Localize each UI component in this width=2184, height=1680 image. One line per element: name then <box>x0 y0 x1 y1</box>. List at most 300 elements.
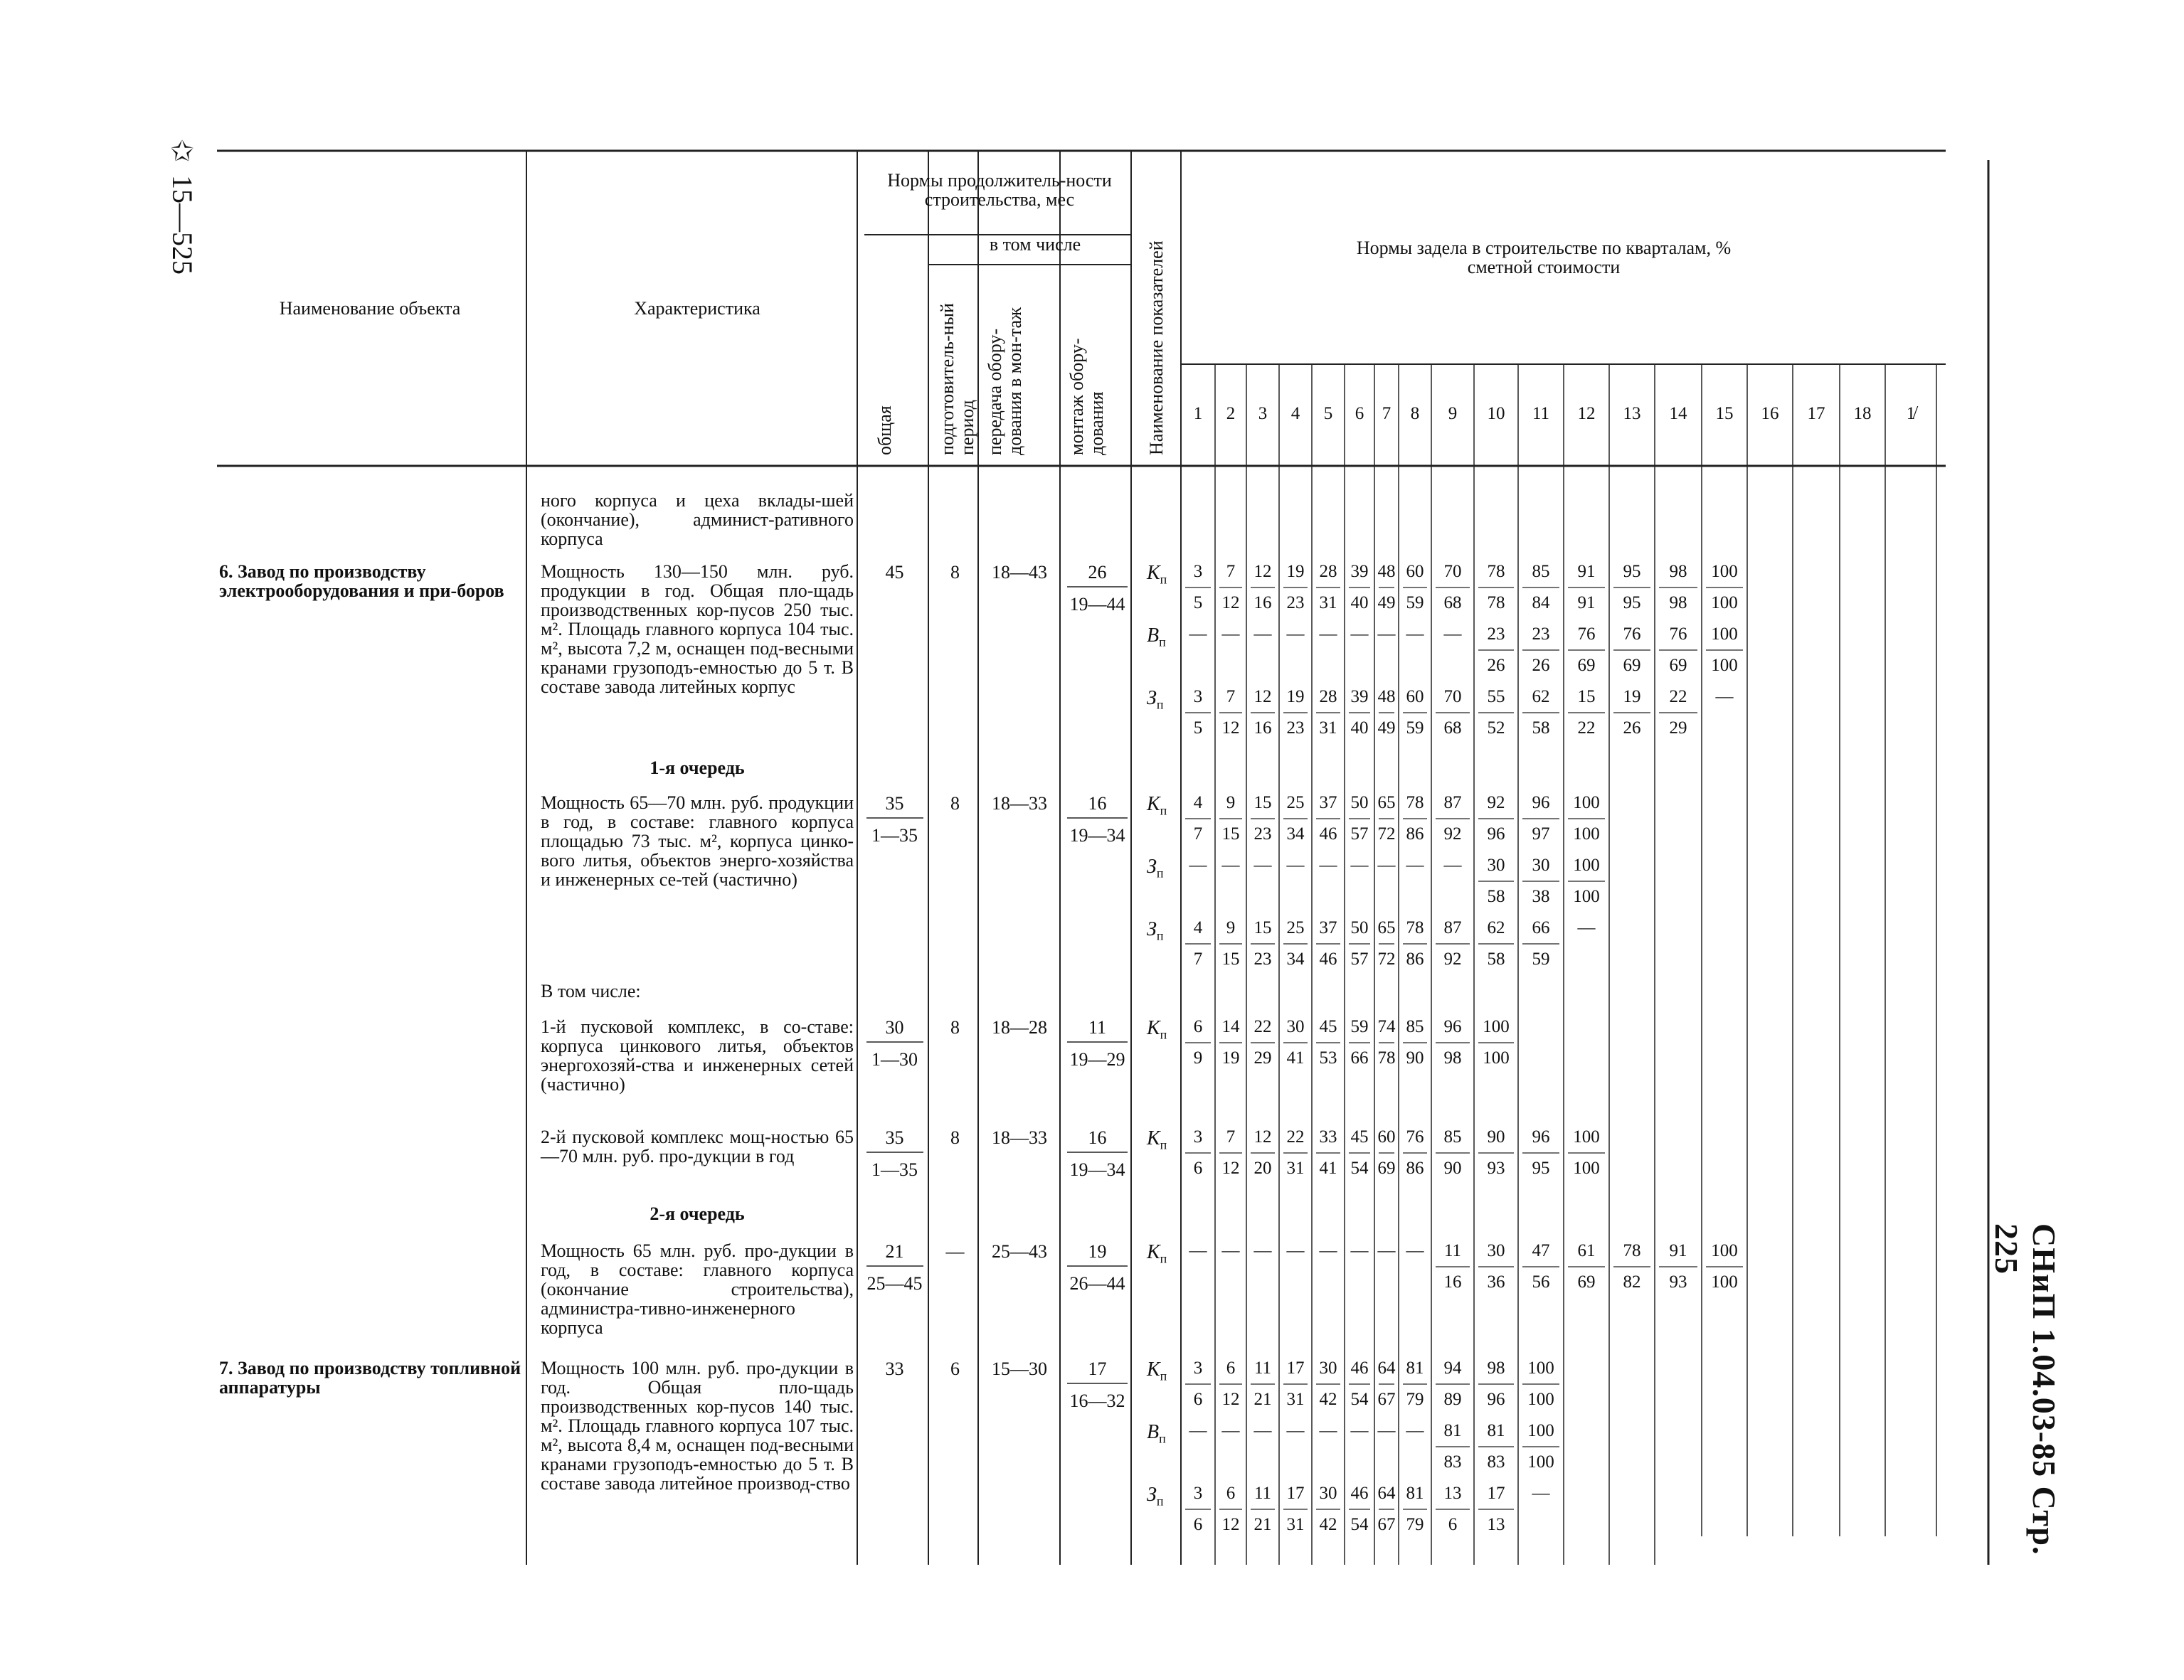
norm-value-bottom: 21 <box>1253 1390 1272 1409</box>
duration-total-2: 1—35 <box>871 825 918 846</box>
indicator-letter: З <box>1147 918 1157 940</box>
norm-value-bottom: 54 <box>1350 1390 1369 1409</box>
norm-value-bottom: 15 <box>1221 824 1240 844</box>
duration-install: 16 <box>1088 1127 1107 1148</box>
norm-value-top: 22 <box>1286 1127 1305 1147</box>
norm-value-bottom: 100 <box>1527 1452 1554 1472</box>
norm-value-top: — <box>1350 1421 1369 1440</box>
duration-transfer: 25—43 <box>992 1241 1047 1262</box>
norm-value-bottom: 9 <box>1193 1048 1203 1068</box>
indicator-subscript: п <box>1160 1368 1167 1383</box>
norm-value-bottom: 16 <box>1253 718 1272 738</box>
page-marker-right: СНиП 1.04.03-85 Стр. 225 <box>1988 1223 2062 1556</box>
norm-value-bottom: 100 <box>1573 887 1600 906</box>
duration-install: 19 <box>1088 1241 1107 1262</box>
indicator-symbol <box>1147 687 1164 713</box>
norm-value-bottom: 67 <box>1377 1390 1396 1409</box>
norm-value-bottom: 92 <box>1443 824 1462 844</box>
norm-value-bottom: 57 <box>1350 950 1369 969</box>
norm-value-top: — <box>1350 1241 1369 1260</box>
norm-value-top: — <box>1189 624 1207 644</box>
norm-value-bottom: 100 <box>1527 1390 1554 1409</box>
norm-value-top: 37 <box>1319 793 1337 812</box>
norm-value-top: 12 <box>1253 562 1272 581</box>
norm-value-top: 47 <box>1532 1241 1550 1260</box>
norm-value-bottom: 6 <box>1193 1390 1203 1409</box>
norm-value-top: 95 <box>1623 562 1641 581</box>
norm-value-top: 39 <box>1350 687 1369 706</box>
norm-value-bottom: 69 <box>1623 656 1641 675</box>
norm-value-top: 81 <box>1487 1421 1505 1440</box>
norm-value-bottom: 19 <box>1221 1048 1240 1068</box>
norm-value-bottom: 54 <box>1350 1159 1369 1178</box>
norm-value-top: 6 <box>1226 1484 1236 1503</box>
norm-value-top: 60 <box>1377 1127 1396 1147</box>
norm-value-top: 74 <box>1377 1017 1396 1036</box>
norm-value-bottom: 90 <box>1406 1048 1424 1068</box>
norm-value-bottom: 69 <box>1377 1159 1396 1178</box>
norm-value-top: 61 <box>1577 1241 1596 1260</box>
norm-value-top: 81 <box>1443 1421 1462 1440</box>
norm-value-bottom: 100 <box>1483 1048 1510 1068</box>
norm-value-bottom: 58 <box>1532 718 1550 738</box>
duration-total: 30 <box>885 1017 904 1038</box>
norm-value-bottom: 23 <box>1286 593 1305 612</box>
norm-value-top: 3 <box>1193 1127 1203 1147</box>
duration-install-2: 19—34 <box>1069 825 1125 846</box>
norm-value-top: 30 <box>1319 1484 1337 1503</box>
norm-value-top: 100 <box>1573 856 1600 875</box>
indicator-letter: К <box>1147 1127 1160 1149</box>
norm-value-bottom: 49 <box>1377 718 1396 738</box>
norm-value-bottom: 23 <box>1253 824 1272 844</box>
norm-value-top: — <box>1286 1241 1305 1260</box>
norm-value-bottom: 59 <box>1532 950 1550 969</box>
norm-value-bottom: 41 <box>1286 1048 1305 1068</box>
norm-value-top: — <box>1253 1241 1272 1260</box>
norm-value-bottom: 7 <box>1193 950 1203 969</box>
page-marker-left: ✩ 15—525 <box>166 135 198 275</box>
norm-value-top: 96 <box>1532 1127 1550 1147</box>
header-install: монтаж обору-дования <box>1066 338 1107 455</box>
norm-value-top: 28 <box>1319 562 1337 581</box>
norm-value-top: — <box>1406 1241 1424 1260</box>
norm-value-top: 17 <box>1286 1484 1305 1503</box>
norm-value-top: 30 <box>1487 1241 1505 1260</box>
characteristic: 1-й пусковой комплекс, в со-ставе: корпуса цинкового литья, объектов энергохозяй-ства и инженерных сетей (частично) <box>541 1016 854 1095</box>
indicator-subscript: п <box>1160 1027 1167 1042</box>
indicator-subscript: п <box>1156 697 1164 712</box>
norm-value-bottom: 100 <box>1573 824 1600 844</box>
norm-value-bottom: 82 <box>1623 1272 1641 1292</box>
norm-value-top: 9 <box>1226 793 1236 812</box>
quarter-number: 8 <box>1410 404 1420 423</box>
norm-value-bottom: 16 <box>1443 1272 1462 1292</box>
norm-value-top: 6 <box>1226 1359 1236 1378</box>
norm-value-bottom: 91 <box>1577 593 1596 612</box>
norm-value-top: — <box>1377 1421 1396 1440</box>
norm-value-top: 98 <box>1487 1359 1505 1378</box>
norm-value-top: 12 <box>1253 687 1272 706</box>
indicator-letter: В <box>1147 1421 1160 1443</box>
norm-value-bottom: 31 <box>1286 1515 1305 1534</box>
indicator-symbol <box>1147 1359 1167 1384</box>
norm-value-bottom: 12 <box>1221 1159 1240 1178</box>
norm-value-top: 3 <box>1193 687 1203 706</box>
indicator-symbol <box>1147 624 1166 650</box>
norm-value-top: 48 <box>1377 562 1396 581</box>
norm-value-bottom: 31 <box>1319 593 1337 612</box>
norm-value-top: 30 <box>1532 856 1550 875</box>
norm-value-top: — <box>1221 624 1240 644</box>
duration-total-2: 1—35 <box>871 1159 918 1180</box>
norm-value-bottom: 93 <box>1669 1272 1687 1292</box>
norm-value-top: 45 <box>1350 1127 1369 1147</box>
norm-value-bottom: 12 <box>1221 1390 1240 1409</box>
norm-value-top: 25 <box>1286 793 1305 812</box>
norm-value-bottom: 42 <box>1319 1390 1337 1409</box>
norm-value-bottom: 95 <box>1532 1159 1550 1178</box>
norm-value-top: 85 <box>1406 1017 1424 1036</box>
norm-value-bottom: 83 <box>1487 1452 1505 1472</box>
norm-value-top: 17 <box>1487 1484 1505 1503</box>
norm-value-top: — <box>1377 856 1396 875</box>
norm-value-top: — <box>1377 624 1396 644</box>
characteristic: ного корпуса и цеха вклады-шей (окончание), админист-ративного корпуса <box>541 490 854 549</box>
norm-value-top: 13 <box>1443 1484 1462 1503</box>
norm-value-bottom: 46 <box>1319 824 1337 844</box>
norm-value-bottom: 12 <box>1221 718 1240 738</box>
norm-value-bottom: 100 <box>1573 1159 1600 1178</box>
duration-total: 35 <box>885 1127 904 1148</box>
norm-value-top: — <box>1286 1421 1305 1440</box>
indicator-letter: К <box>1147 1359 1160 1381</box>
norm-value-top: 76 <box>1406 1127 1424 1147</box>
norm-value-top: 4 <box>1193 793 1203 812</box>
quarter-number: 18 <box>1853 404 1872 423</box>
norm-value-top: 64 <box>1377 1484 1396 1503</box>
norm-value-bottom: 58 <box>1487 887 1505 906</box>
norm-value-top: 14 <box>1221 1017 1240 1036</box>
norm-value-top: — <box>1286 624 1305 644</box>
quarter-number: 7 <box>1382 404 1391 423</box>
norm-value-bottom: 66 <box>1350 1048 1369 1068</box>
norm-value-bottom: 53 <box>1319 1048 1337 1068</box>
norm-value-top: 66 <box>1532 918 1550 937</box>
norm-value-top: 7 <box>1226 562 1236 581</box>
characteristic: Мощность 130—150 млн. руб. продукции в год. Общая пло-щадь производственных кор-пусов 250 тыс. м². Площадь главного корпуса 104 тыс. м², высота 7,2 м, оснащен под-весными кранами грузоподъ-емностью до 5 т. В составе завода литейных корпус <box>541 561 854 697</box>
norm-value-bottom: 68 <box>1443 718 1462 738</box>
characteristic: Мощность 65—70 млн. руб. продукции в год, в составе: главного корпуса площадью 73 тыс. м², корпуса цинко-вого литья, объектов энерго-хозяйства и инженерных се-тей (частично) <box>541 792 854 890</box>
norm-value-top: 94 <box>1443 1359 1462 1378</box>
norm-value-bottom: 13 <box>1487 1515 1505 1534</box>
stage-title: 1-я очередь <box>650 757 745 778</box>
duration-total: 33 <box>885 1359 904 1379</box>
norm-value-top: 62 <box>1532 687 1550 706</box>
norm-value-top: 15 <box>1577 687 1596 706</box>
norm-value-top: 90 <box>1487 1127 1505 1147</box>
quarter-number: 2 <box>1226 404 1236 423</box>
norm-value-bottom: 46 <box>1319 950 1337 969</box>
indicator-letter: З <box>1147 1484 1157 1506</box>
quarter-number: 9 <box>1448 404 1458 423</box>
duration-prep: 8 <box>950 1017 960 1038</box>
duration-transfer: 18—43 <box>992 562 1047 583</box>
norm-value-top: 76 <box>1577 624 1596 644</box>
norm-value-bottom: 31 <box>1286 1390 1305 1409</box>
norm-value-top: 6 <box>1193 1017 1203 1036</box>
norm-value-top: 22 <box>1253 1017 1272 1036</box>
norm-value-top: — <box>1189 856 1207 875</box>
norm-value-top: 85 <box>1443 1127 1462 1147</box>
duration-prep: 8 <box>950 1127 960 1148</box>
norm-value-bottom: 23 <box>1286 718 1305 738</box>
duration-transfer: 18—28 <box>992 1017 1047 1038</box>
norm-value-top: 17 <box>1286 1359 1305 1378</box>
norm-value-bottom: 31 <box>1319 718 1337 738</box>
norm-value-bottom: 5 <box>1193 718 1203 738</box>
duration-install-2: 19—34 <box>1069 1159 1125 1180</box>
characteristic: Мощность 100 млн. руб. про-дукции в год. Общая пло-щадь производственных кор-пусов 140 тыс. м². Площадь главного корпуса 107 тыс. м², высота 8,4 м, оснащен под-весными кранами грузоподъ-емностью до 5 т. В составе завода литейное производ-ство <box>541 1358 854 1494</box>
norm-value-top: 50 <box>1350 793 1369 812</box>
norm-value-top: — <box>1253 1421 1272 1440</box>
duration-prep: 8 <box>950 793 960 814</box>
norm-value-top: — <box>1443 856 1462 875</box>
norm-value-bottom: 59 <box>1406 593 1424 612</box>
norm-value-top: 30 <box>1286 1017 1305 1036</box>
norm-value-bottom: 69 <box>1577 656 1596 675</box>
norm-value-bottom: 26 <box>1623 718 1641 738</box>
norm-value-top: 96 <box>1443 1017 1462 1036</box>
norm-value-top: 12 <box>1253 1127 1272 1147</box>
norm-value-bottom: 40 <box>1350 593 1369 612</box>
duration-total-2: 1—30 <box>871 1049 918 1070</box>
duration-transfer: 18—33 <box>992 793 1047 814</box>
norm-value-bottom: 26 <box>1532 656 1550 675</box>
quarter-number: 12 <box>1577 404 1596 423</box>
norm-value-bottom: 72 <box>1377 950 1396 969</box>
norm-value-bottom: 54 <box>1350 1515 1369 1534</box>
header-norms: Нормы задела в строительстве по кварталам, % сметной стоимости <box>1356 238 1732 277</box>
norm-value-top: 45 <box>1319 1017 1337 1036</box>
norm-value-bottom: 31 <box>1286 1159 1305 1178</box>
norm-value-top: 46 <box>1350 1359 1369 1378</box>
duration-install-2: 19—44 <box>1069 594 1125 615</box>
indicator-letter: В <box>1147 624 1160 647</box>
norm-value-top: 55 <box>1487 687 1505 706</box>
norm-value-bottom: 69 <box>1577 1272 1596 1292</box>
header-including: в том числе <box>989 234 1081 255</box>
duration-total-2: 25—45 <box>866 1273 923 1294</box>
norm-value-bottom: 22 <box>1577 718 1596 738</box>
norm-value-top: 48 <box>1377 687 1396 706</box>
duration-install-2: 16—32 <box>1069 1391 1125 1411</box>
norm-value-bottom: 58 <box>1487 950 1505 969</box>
norm-value-top: 30 <box>1487 856 1505 875</box>
norm-value-top: 76 <box>1623 624 1641 644</box>
norm-value-top: 100 <box>1573 793 1600 812</box>
duration-total: 35 <box>885 793 904 814</box>
characteristic: 2-й пусковой комплекс мощ-ностью 65—70 млн. руб. про-дукции в год <box>541 1127 854 1166</box>
norm-value-bottom: 86 <box>1406 1159 1424 1178</box>
duration-transfer: 15—30 <box>992 1359 1047 1379</box>
norm-value-bottom: 59 <box>1406 718 1424 738</box>
norm-value-top: — <box>1319 1241 1337 1260</box>
quarter-number: 3 <box>1258 404 1268 423</box>
indicator-subscript: п <box>1159 1431 1166 1446</box>
norm-value-top: 15 <box>1253 793 1272 812</box>
object-name: 7. Завод по производству топливной аппаратуры <box>219 1358 521 1398</box>
norm-value-bottom: 96 <box>1487 824 1505 844</box>
norm-value-top: 64 <box>1377 1359 1396 1378</box>
duration-prep: 8 <box>950 562 960 583</box>
duration-install-2: 26—44 <box>1069 1273 1125 1294</box>
norm-value-bottom: 57 <box>1350 824 1369 844</box>
characteristic: Мощность 65 млн. руб. про-дукции в год, в составе: главного корпуса (окончание строительства), администра-тивно-инженерного корпуса <box>541 1240 854 1338</box>
duration-prep: 6 <box>950 1359 960 1379</box>
indicator-symbol <box>1147 856 1164 881</box>
indicator-symbol <box>1147 918 1164 944</box>
norm-value-top: 81 <box>1406 1359 1424 1378</box>
norm-value-bottom: 83 <box>1443 1452 1462 1472</box>
norm-value-top: — <box>1286 856 1305 875</box>
norm-value-top: 19 <box>1286 687 1305 706</box>
norm-value-bottom: 23 <box>1253 950 1272 969</box>
quarter-number: 4 <box>1290 404 1300 423</box>
indicator-symbol <box>1147 1484 1164 1509</box>
quarter-number: 6 <box>1355 404 1364 423</box>
quarter-number: 14 <box>1669 404 1687 423</box>
norm-value-top: 33 <box>1319 1127 1337 1147</box>
norm-value-bottom: 98 <box>1669 593 1687 612</box>
norm-value-top: 19 <box>1623 687 1641 706</box>
norm-value-bottom: 26 <box>1487 656 1505 675</box>
duration-prep: — <box>945 1241 965 1262</box>
norm-value-top: 3 <box>1193 1484 1203 1503</box>
indicator-symbol <box>1147 793 1167 819</box>
norm-value-bottom: 12 <box>1221 1515 1240 1534</box>
norm-value-top: 91 <box>1669 1241 1687 1260</box>
indicator-subscript: п <box>1156 1494 1164 1509</box>
norm-value-bottom: 67 <box>1377 1515 1396 1534</box>
norm-value-top: 87 <box>1443 793 1462 812</box>
quarter-number: 1̸ <box>1906 404 1916 423</box>
norm-value-top: 100 <box>1573 1127 1600 1147</box>
norm-value-top: — <box>1221 1421 1240 1440</box>
norm-value-top: 59 <box>1350 1017 1369 1036</box>
quarter-number: 11 <box>1532 404 1550 423</box>
norm-value-top: 23 <box>1487 624 1505 644</box>
norm-value-bottom: 6 <box>1193 1515 1203 1534</box>
norm-value-top: — <box>1350 624 1369 644</box>
norm-value-top: 50 <box>1350 918 1369 937</box>
norm-value-top: — <box>1221 856 1240 875</box>
norm-value-bottom: 89 <box>1443 1390 1462 1409</box>
norm-value-top: 81 <box>1406 1484 1424 1503</box>
norm-value-top: 100 <box>1711 562 1738 581</box>
indicator-symbol <box>1147 1421 1166 1447</box>
norm-value-bottom: 72 <box>1377 824 1396 844</box>
indicator-letter: К <box>1147 793 1160 815</box>
norm-value-bottom: 79 <box>1406 1390 1424 1409</box>
norm-value-top: 9 <box>1226 918 1236 937</box>
norm-value-bottom: 93 <box>1487 1159 1505 1178</box>
norm-value-top: 46 <box>1350 1484 1369 1503</box>
indicator-symbol <box>1147 562 1167 588</box>
norm-value-top: 87 <box>1443 918 1462 937</box>
norm-value-top: 70 <box>1443 687 1462 706</box>
quarter-number: 16 <box>1761 404 1779 423</box>
norm-value-top: 30 <box>1319 1359 1337 1378</box>
indicator-subscript: п <box>1160 1251 1167 1266</box>
norm-value-top: 11 <box>1443 1241 1462 1260</box>
norm-value-bottom: 78 <box>1377 1048 1396 1068</box>
norm-value-top: — <box>1350 856 1369 875</box>
norm-value-top: — <box>1189 1241 1207 1260</box>
norm-value-bottom: 96 <box>1487 1390 1505 1409</box>
norm-value-top: — <box>1377 1241 1396 1260</box>
norm-value-top: 3 <box>1193 1359 1203 1378</box>
header-prep: подготовитель-ный период <box>937 303 977 455</box>
norm-value-top: 23 <box>1532 624 1550 644</box>
norm-value-top: — <box>1406 624 1424 644</box>
norm-value-top: — <box>1532 1484 1550 1503</box>
duration-install: 26 <box>1088 562 1107 583</box>
norm-value-top: — <box>1253 624 1272 644</box>
norm-value-bottom: 69 <box>1669 656 1687 675</box>
norm-value-top: 65 <box>1377 918 1396 937</box>
norm-value-top: — <box>1319 624 1337 644</box>
norm-value-top: 78 <box>1623 1241 1641 1260</box>
indicator-subscript: п <box>1160 803 1167 818</box>
norm-value-top: 7 <box>1226 687 1236 706</box>
norm-value-bottom: 79 <box>1406 1515 1424 1534</box>
norm-value-top: — <box>1443 624 1462 644</box>
norm-value-top: 78 <box>1406 918 1424 937</box>
norm-value-top: 91 <box>1577 562 1596 581</box>
quarter-number: 15 <box>1715 404 1734 423</box>
norm-value-bottom: 86 <box>1406 950 1424 969</box>
characteristic: В том числе: <box>541 981 641 1001</box>
norm-value-bottom: 52 <box>1487 718 1505 738</box>
indicator-subscript: п <box>1156 928 1164 943</box>
object-name: 6. Завод по производству электрооборудования и при-боров <box>219 561 504 601</box>
norm-value-bottom: 97 <box>1532 824 1550 844</box>
norm-value-top: 15 <box>1253 918 1272 937</box>
norm-value-top: 11 <box>1253 1359 1272 1378</box>
norm-value-top: 100 <box>1483 1017 1510 1036</box>
norm-value-bottom: 12 <box>1221 593 1240 612</box>
indicator-letter: К <box>1147 1241 1160 1263</box>
norm-value-top: 60 <box>1406 687 1424 706</box>
duration-install: 11 <box>1088 1017 1107 1038</box>
norm-value-top: — <box>1189 1421 1207 1440</box>
norm-value-bottom: 6 <box>1448 1515 1458 1534</box>
norm-value-bottom: 34 <box>1286 824 1305 844</box>
norm-value-bottom: 15 <box>1221 950 1240 969</box>
indicator-letter: З <box>1147 856 1157 878</box>
norm-value-top: — <box>1253 856 1272 875</box>
norm-value-bottom: 49 <box>1377 593 1396 612</box>
norm-value-bottom: 34 <box>1286 950 1305 969</box>
duration-total: 45 <box>885 562 904 583</box>
norm-value-bottom: 100 <box>1711 593 1738 612</box>
norm-value-bottom: 56 <box>1532 1272 1550 1292</box>
norm-value-top: 4 <box>1193 918 1203 937</box>
norm-value-top: 100 <box>1711 1241 1738 1260</box>
norm-value-bottom: 16 <box>1253 593 1272 612</box>
norm-value-top: 25 <box>1286 918 1305 937</box>
